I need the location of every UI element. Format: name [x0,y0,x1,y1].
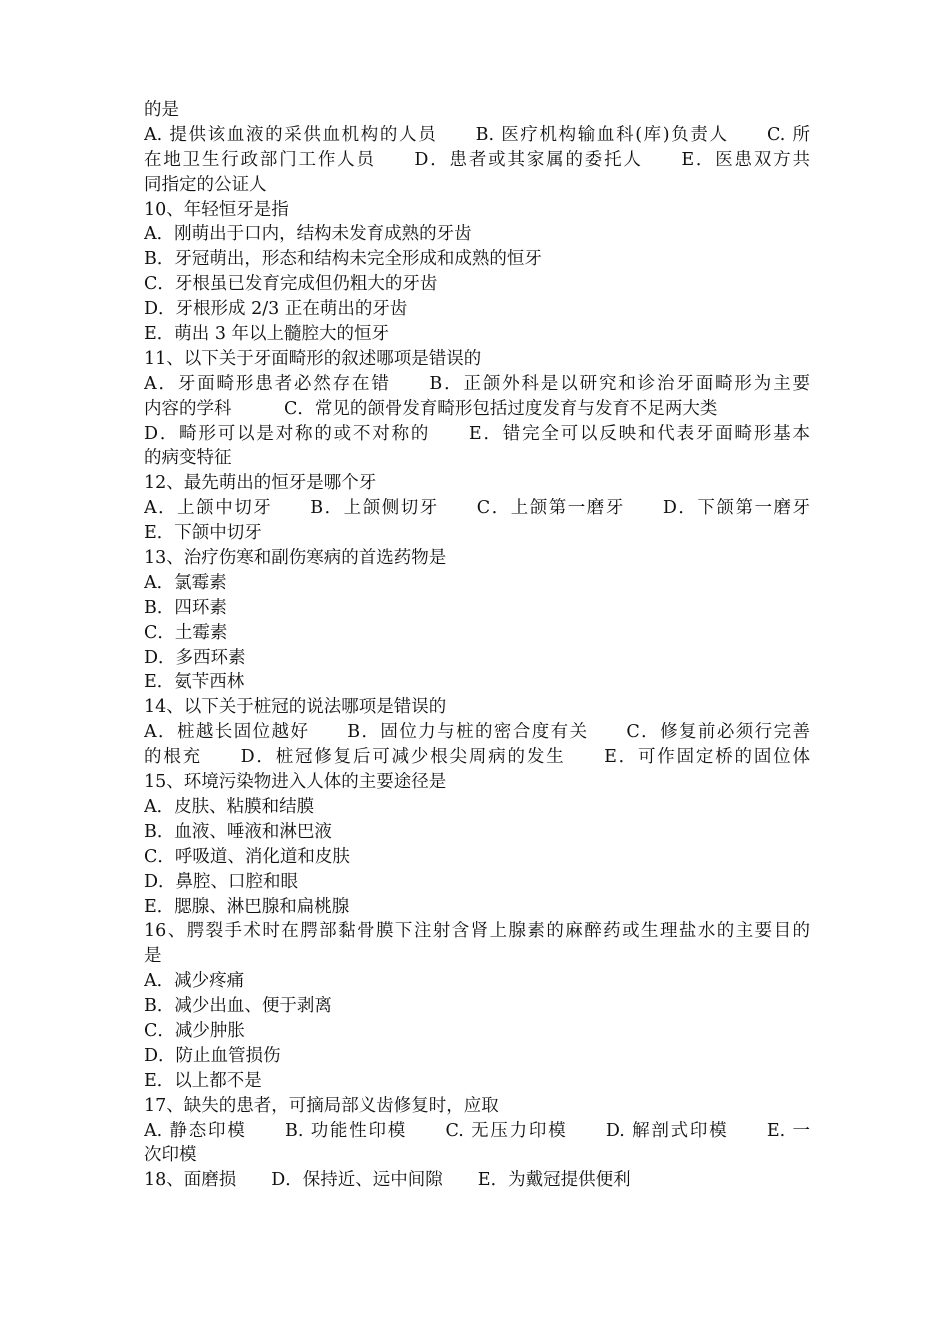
text-line: E．以上都不是 [144,1070,262,1091]
text-line: A．减少疼痛 [144,971,245,992]
text-line: 的根充 D．桩冠修复后可减少根尖周病的发生 E．可作固定桥的固位体 [144,747,810,768]
text-line: 次印模 [144,1145,197,1166]
text-line: C．牙根虽已发育完成但仍粗大的牙齿 [144,274,438,295]
text-line: 16、腭裂手术时在腭部黏骨膜下注射含肾上腺素的麻醉药或生理盐水的主要目的 [144,921,810,942]
text-line: D．牙根形成 2/3 正在萌出的牙齿 [144,299,408,320]
text-line: 13、治疗伤寒和副伤寒病的首选药物是 [144,548,447,569]
text-line: D．鼻腔、口腔和眼 [144,871,299,892]
text-line: 11、以下关于牙面畸形的叙述哪项是错误的 [144,348,482,369]
text-line: A．刚萌出于口内，结构未发育成熟的牙齿 [144,224,472,245]
text-line: 18、面磨损 D．保持近、远中间隙 E．为戴冠提供便利 [144,1170,631,1191]
text-line: A. 静态印模 B. 功能性印模 C. 无压力印模 D. 解剖式印模 E. 一 [144,1120,810,1141]
text-line: 内容的学科 C．常见的颌骨发育畸形包括过度发育与发育不足两大类 [144,398,718,419]
text-line: A．皮肤、粘膜和结膜 [144,796,315,817]
text-line: E．氨苄西林 [144,672,245,693]
text-line: D．防止血管损伤 [144,1045,281,1066]
text-line: A．桩越长固位越好 B．固位力与桩的密合度有关 C．修复前必须行完善 [144,722,810,743]
text-line: 在地卫生行政部门工作人员 D．患者或其家属的委托人 E．医患双方共 [144,149,810,170]
text-line: C．呼吸道、消化道和皮肤 [144,846,350,867]
text-line: 12、最先萌出的恒牙是哪个牙 [144,473,377,494]
text-line: A．牙面畸形患者必然存在错 B．正颌外科是以研究和诊治牙面畸形为主要 [144,373,810,394]
text-line: 同指定的公证人 [144,174,267,195]
text-line: B．牙冠萌出，形态和结构未完全形成和成熟的恒牙 [144,249,542,270]
text-line: E．下颌中切牙 [144,523,262,544]
text-line: A．氯霉素 [144,572,227,593]
text-line: 14、以下关于桩冠的说法哪项是错误的 [144,697,447,718]
text-line: D．畸形可以是对称的或不对称的 E．错完全可以反映和代表牙面畸形基本 [144,423,810,444]
text-line: 的是 [144,100,179,120]
text-line: 10、年轻恒牙是指 [144,199,289,220]
text-line: 是 [144,946,162,967]
text-line: 15、环境污染物进入人体的主要途径是 [144,772,447,793]
text-line: C．土霉素 [144,622,228,643]
document-body [144,98,810,1193]
text-line: B．血液、唾液和淋巴液 [144,821,332,842]
text-line: C．减少肿胀 [144,1020,245,1041]
text-line: E．萌出 3 年以上髓腔大的恒牙 [144,324,390,345]
text-line: D．多西环素 [144,647,246,668]
text-line: 的病变特征 [144,448,232,469]
text-line: A. 提供该血液的采供血机构的人员 B. 医疗机构输血科(库)负责人 C. 所 [144,124,810,145]
text-line: B．减少出血、便于剥离 [144,996,332,1017]
text-line: 17、缺失的患者，可摘局部义齿修复时，应取 [144,1095,499,1116]
text-line: A．上颌中切牙 B．上颌侧切牙 C．上颌第一磨牙 D．下颌第一磨牙 [144,498,810,519]
text-line: B．四环素 [144,597,227,618]
text-line: E．腮腺、淋巴腺和扁桃腺 [144,896,350,917]
